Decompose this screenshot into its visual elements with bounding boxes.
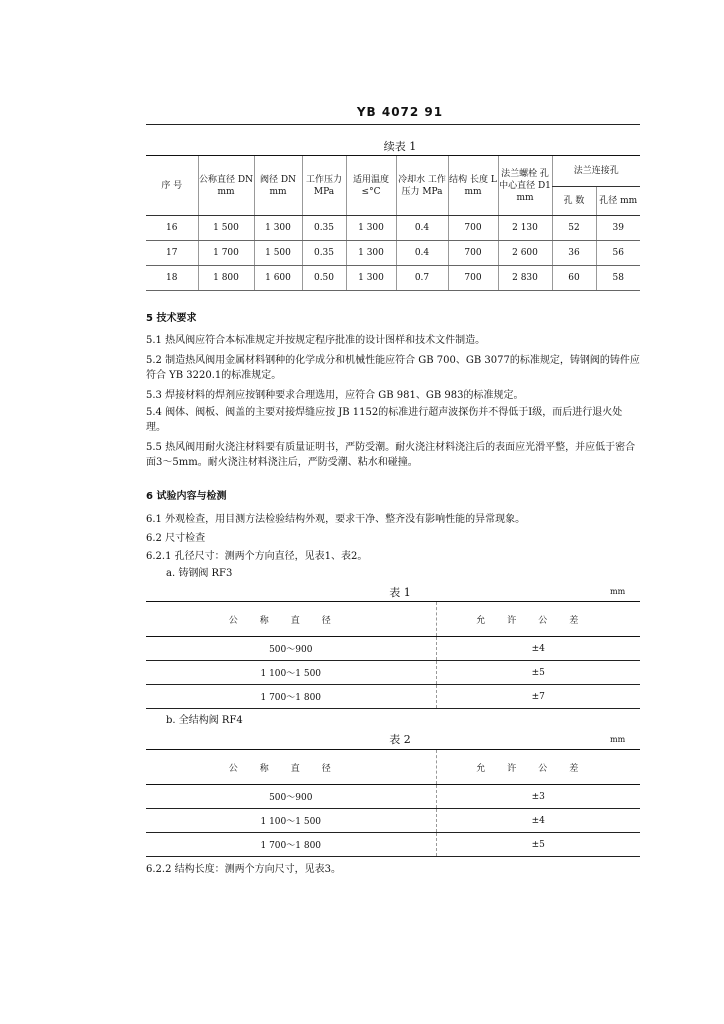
cell: 700 — [448, 266, 498, 291]
cell: 1 700～1 800 — [146, 833, 436, 857]
cell: 1 300 — [254, 216, 302, 241]
table2-caption: 表 2 — [389, 733, 411, 746]
cell: 36 — [552, 241, 596, 266]
cell: 0.4 — [396, 241, 448, 266]
paragraph-6-2: 6.2 尺寸检查 — [146, 533, 206, 544]
item-a: a. 铸钢阀 RF3 — [166, 568, 233, 579]
cell: 2 600 — [498, 241, 552, 266]
table-row — [146, 833, 640, 857]
cell: 1 100～1 500 — [146, 809, 436, 833]
cell: 0.35 — [302, 216, 346, 241]
col-header-valve-diameter: 阀径 DN mm — [254, 156, 302, 216]
col-header-bolt-circle-diameter: 法兰螺栓 孔中心直径 D1 mm — [498, 156, 552, 216]
cell: 52 — [552, 216, 596, 241]
table-row — [146, 809, 640, 833]
cell: 1 700 — [198, 241, 254, 266]
col-header-nominal-diameter: 公称直径 DN mm — [198, 156, 254, 216]
cell: ±3 — [436, 785, 640, 809]
table-row — [146, 685, 640, 709]
cell: 0.7 — [396, 266, 448, 291]
cell: 60 — [552, 266, 596, 291]
paragraph-5-4: 5.4 阀体、阀板、阀盖的主要对接焊缝应按 JB 1152的标准进行超声波探伤并不得低于Ⅰ级，而后进行退火处理。 — [146, 407, 623, 433]
cell: 0.35 — [302, 241, 346, 266]
table-row — [146, 661, 640, 685]
cell: 58 — [596, 266, 640, 291]
paragraph-6-1: 6.1 外观检查，用目测方法检验结构外观，要求干净、整齐没有影响性能的异常现象。 — [146, 514, 526, 525]
cell: ±5 — [436, 661, 640, 685]
cell: 2 130 — [498, 216, 552, 241]
col-header-temperature: 适用温度 ≤°C — [346, 156, 396, 216]
paragraph-5-5: 5.5 热风阀用耐火浇注材料要有质量证明书，严防受潮。耐火浇注材料浇注后的表面应光滑平整，并应低于密合面3～5mm。耐火浇注材料浇注后，严防受潮、粘水和碰撞。 — [146, 442, 636, 468]
cell: 1 800 — [198, 266, 254, 291]
col-header-flange-holes: 法兰连接孔 — [552, 156, 640, 187]
col-header-cooling-water-pressure: 冷却水 工作压力 MPa — [396, 156, 448, 216]
col-header-hole-diameter: 孔径 mm — [596, 187, 640, 216]
cell: 16 — [146, 216, 198, 241]
table1 — [146, 601, 640, 709]
cell: 56 — [596, 241, 640, 266]
item-b: b. 全结构阀 RF4 — [166, 715, 243, 726]
cell: ±7 — [436, 685, 640, 709]
table-row — [146, 785, 640, 809]
cell: ±5 — [436, 833, 640, 857]
cell: 500～900 — [146, 785, 436, 809]
cell: 17 — [146, 241, 198, 266]
table-cont-caption: 续表 1 — [383, 140, 417, 153]
cell: ±4 — [436, 809, 640, 833]
table2 — [146, 749, 640, 857]
paragraph-5-3: 5.3 焊接材料的焊剂应按钢种要求合理选用，应符合 GB 981、GB 983的标准规定。 — [146, 390, 524, 401]
table-row — [146, 637, 640, 661]
cell: 18 — [146, 266, 198, 291]
cell: 2 830 — [498, 266, 552, 291]
cell: 1 300 — [346, 266, 396, 291]
cell: 1 500 — [198, 216, 254, 241]
section-5-heading: 5 技术要求 — [146, 313, 197, 324]
cell: ±4 — [436, 637, 640, 661]
table1-unit: mm — [610, 587, 626, 596]
table-row — [146, 241, 640, 266]
cell: 700 — [448, 241, 498, 266]
table-row — [146, 266, 640, 291]
header-rule — [146, 124, 640, 125]
paragraph-6-2-2: 6.2.2 结构长度：测两个方向尺寸，见表3。 — [146, 864, 341, 875]
cell: 1 700～1 800 — [146, 685, 436, 709]
cell: 0.50 — [302, 266, 346, 291]
paragraph-5-1: 5.1 热风阀应符合本标准规定并按规定程序批准的设计图样和技术文件制造。 — [146, 335, 486, 346]
table1-header-tolerance: 允许公差 — [436, 602, 640, 637]
table-cont — [146, 155, 640, 291]
page-header: YB 4072 91 — [356, 105, 444, 119]
table2-header-tolerance: 允许公差 — [436, 750, 640, 785]
cell: 1 500 — [254, 241, 302, 266]
table2-unit: mm — [610, 735, 626, 744]
table-row — [146, 216, 640, 241]
section-6-heading: 6 试验内容与检测 — [146, 491, 227, 502]
col-header-working-pressure: 工作压力 MPa — [302, 156, 346, 216]
col-header-structure-length: 结构 长度 L mm — [448, 156, 498, 216]
table1-caption: 表 1 — [389, 586, 411, 599]
cell: 700 — [448, 216, 498, 241]
cell: 39 — [596, 216, 640, 241]
cell: 1 100～1 500 — [146, 661, 436, 685]
cell: 1 300 — [346, 241, 396, 266]
table1-header-diameter: 公称直径 — [146, 602, 436, 637]
col-header-hole-count: 孔 数 — [552, 187, 596, 216]
paragraph-5-2: 5.2 制造热风阀用金属材料钢种的化学成分和机械性能应符合 GB 700、GB 3077的标准规定，铸钢阀的铸件应符合 YB 3220.1的标准规定。 — [146, 355, 640, 381]
cell: 1 600 — [254, 266, 302, 291]
col-header-index: 序 号 — [146, 156, 198, 216]
cell: 500～900 — [146, 637, 436, 661]
cell: 0.4 — [396, 216, 448, 241]
table2-header-diameter: 公称直径 — [146, 750, 436, 785]
paragraph-6-2-1: 6.2.1 孔径尺寸：测两个方向直径，见表1、表2。 — [146, 551, 368, 562]
cell: 1 300 — [346, 216, 396, 241]
